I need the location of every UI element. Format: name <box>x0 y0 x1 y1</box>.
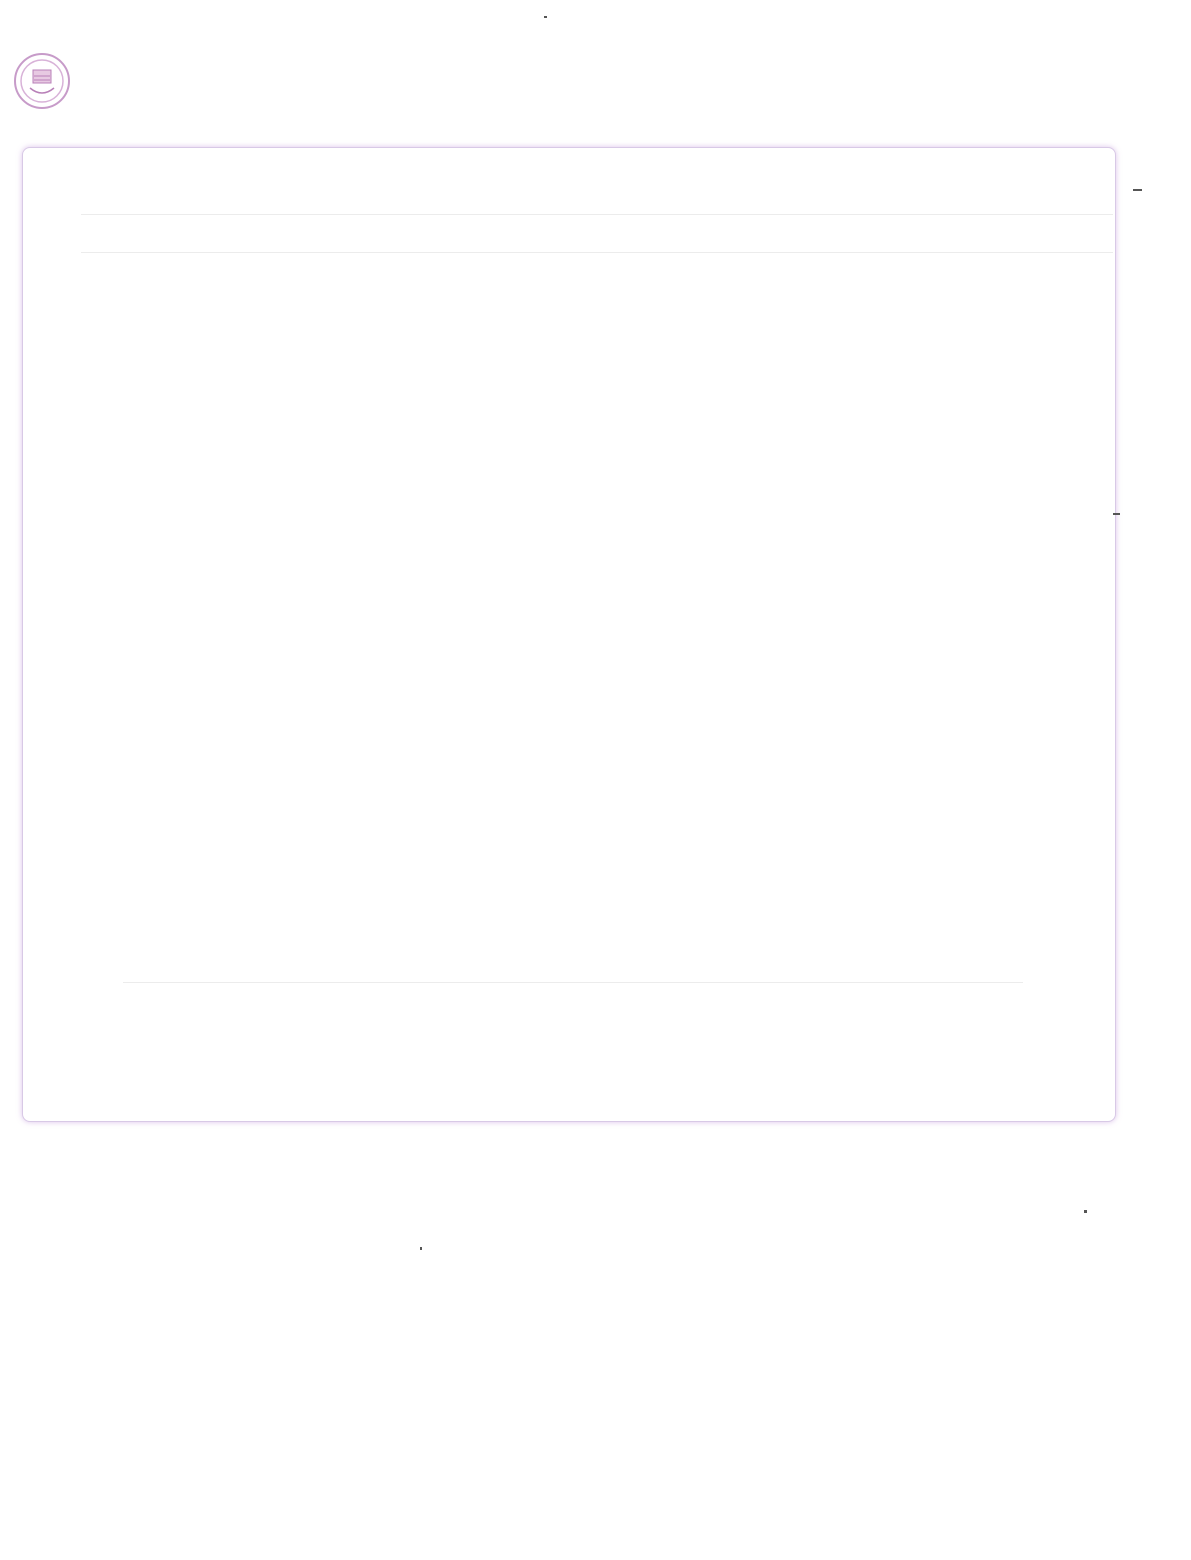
scan-speck <box>1133 189 1142 191</box>
scan-speck <box>1113 513 1120 515</box>
scan-speck <box>544 16 547 18</box>
divider <box>81 214 1113 215</box>
page-header <box>0 0 1191 140</box>
divider <box>123 982 1023 983</box>
divider <box>81 252 1113 253</box>
cbse-emblem-icon <box>12 48 72 114</box>
scan-speck <box>420 1247 422 1250</box>
result-card <box>22 147 1116 1122</box>
scan-speck <box>1084 1210 1087 1213</box>
